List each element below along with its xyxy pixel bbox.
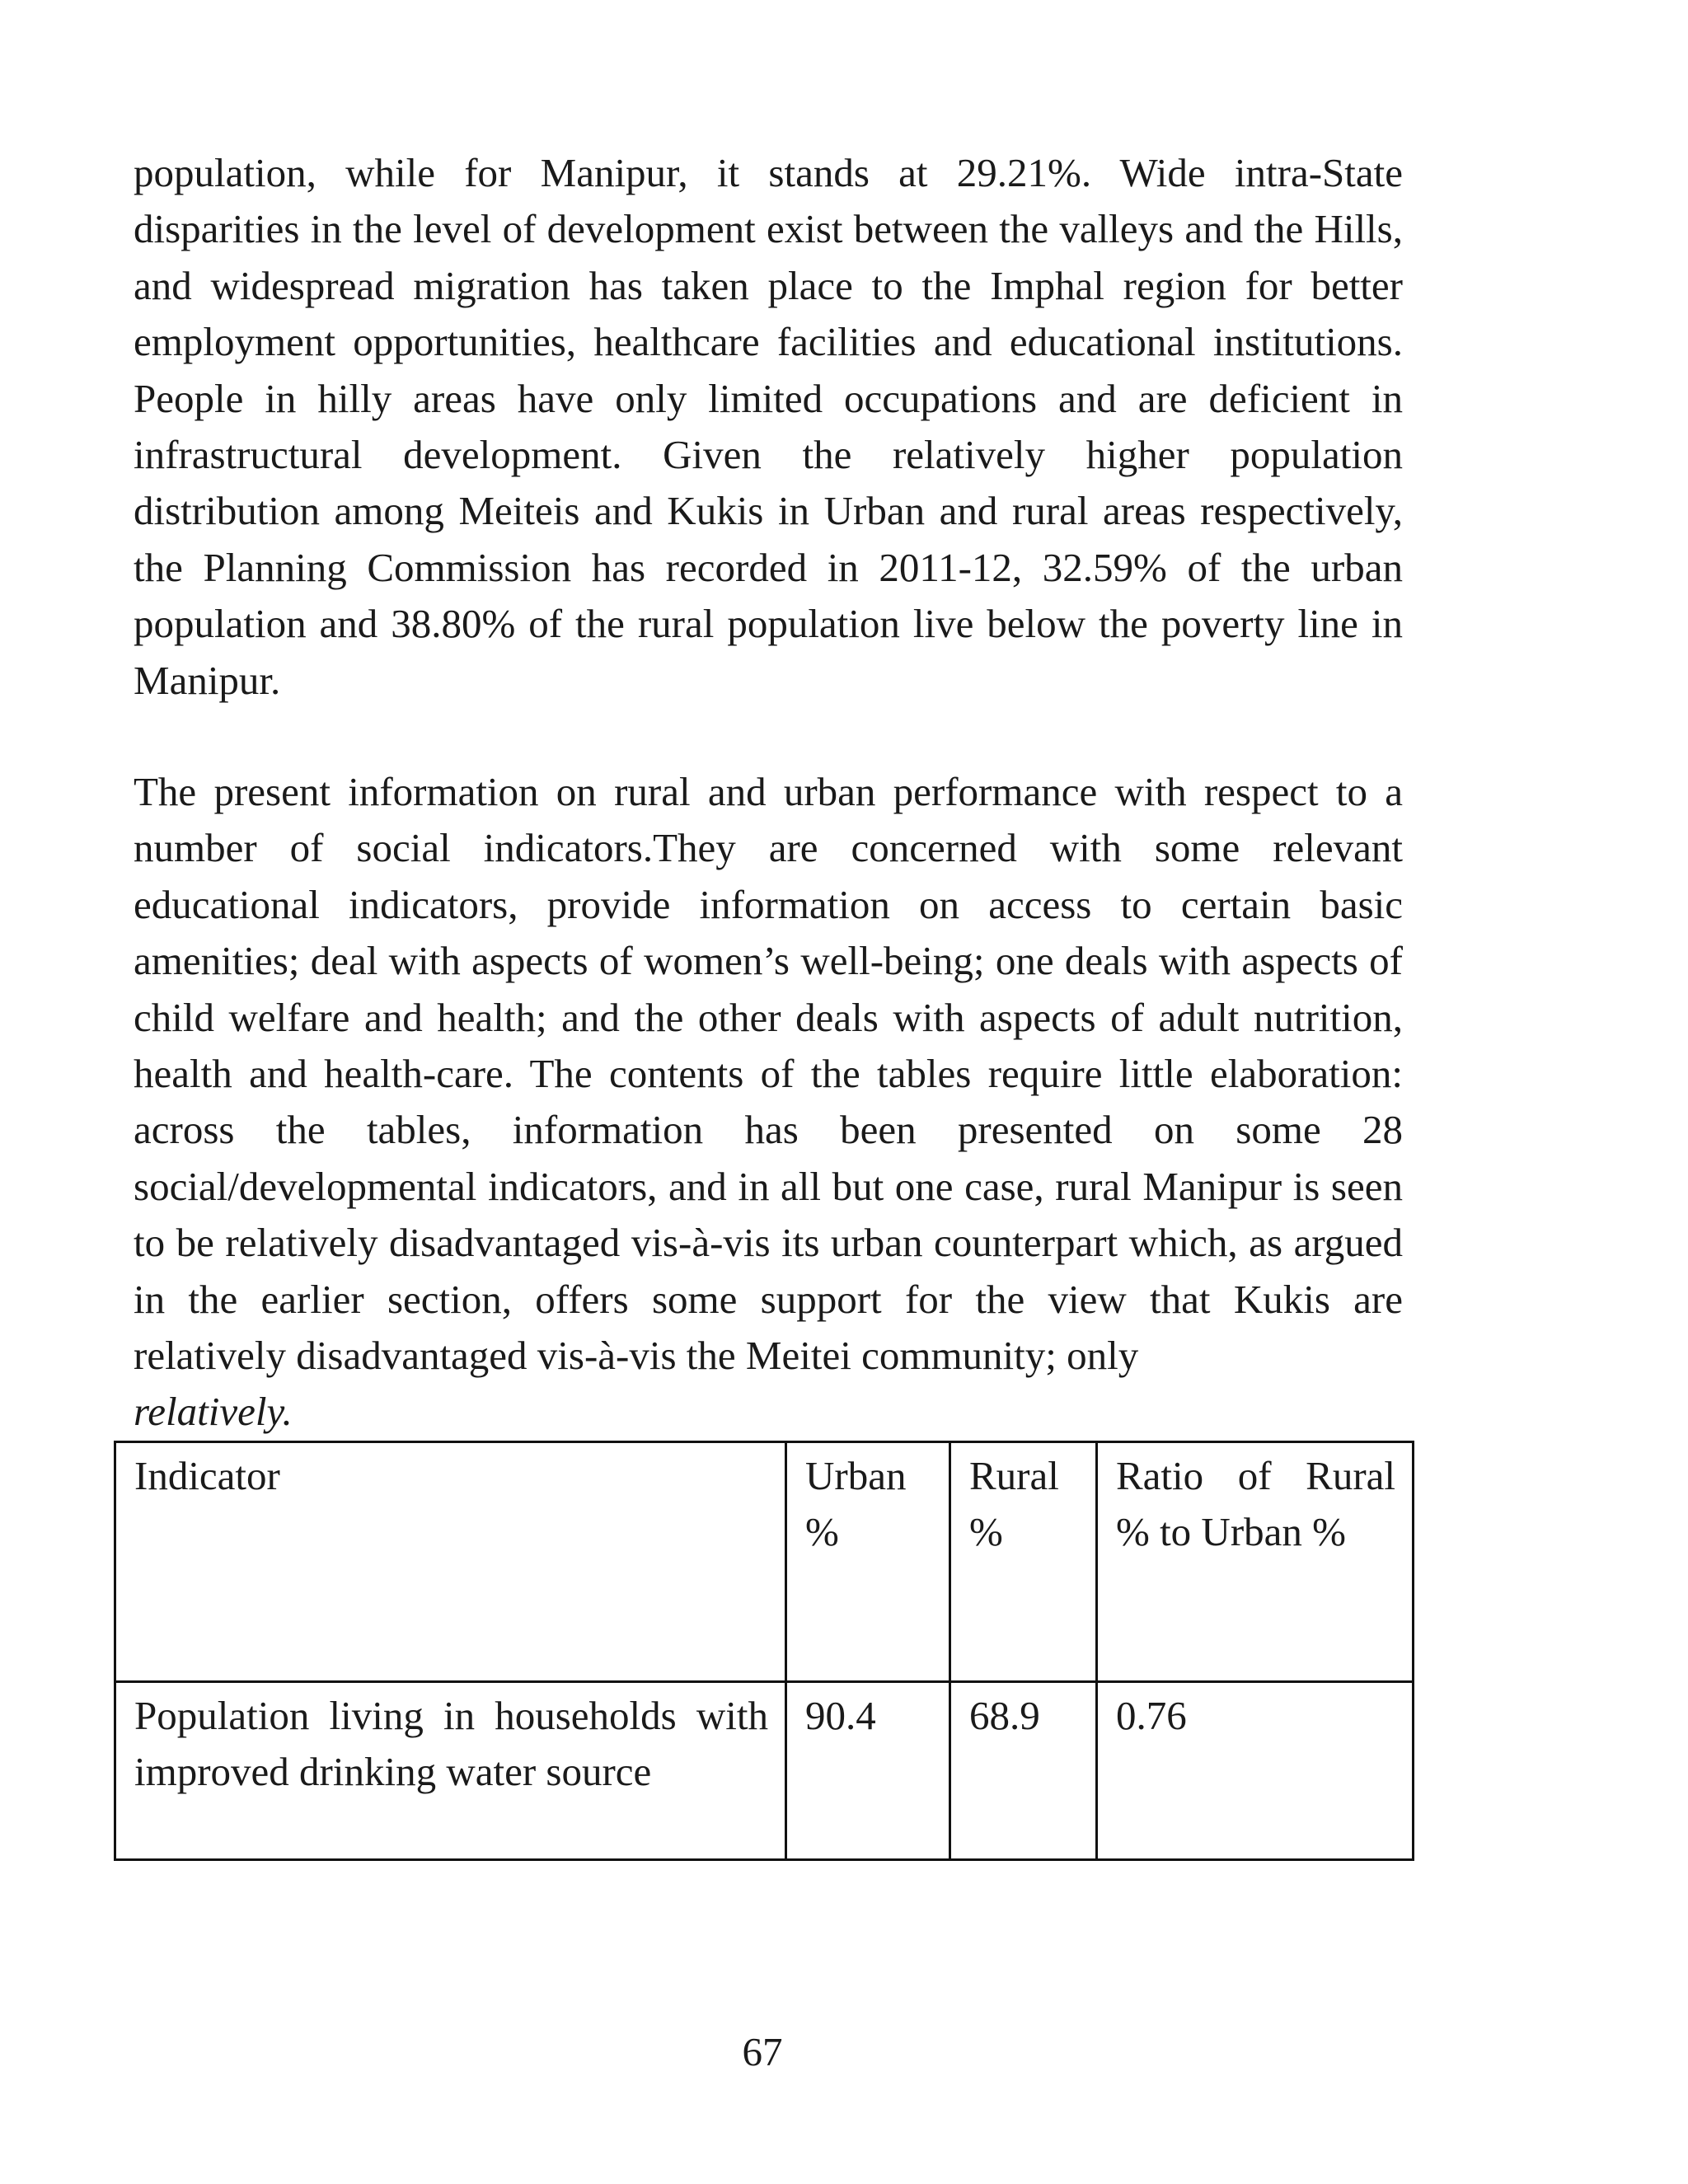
header-urban: [786, 1442, 950, 1682]
body-paragraph: population, while for Manipur, it stands at 29.21%. Wide intra-State disparities in the level of development exist between the valleys and the Hills, and widespread migration has taken place to the Imphal region for better employment opportunities, healthcare facilities and educational institutions. People in hilly areas have only limited occupations and are deficient in infrastructural development. Given the relatively higher population distribution among Meiteis and Kukis in Urban and rural areas respectively, the Planning Commission has recorded in 2011-12, 32.59% of the urban population and 38.80% of the rural population live below the poverty line in Manipur.: [134, 150, 1403, 703]
cell-ratio: 0.76: [1097, 1682, 1414, 1860]
body-paragraph: The present information on rural and urban performance with respect to a number of social indicators.They are concerned with some relevant educational indicators, provide information on access to certain basic amenities; deal with aspects of women’s well-being; one deals with aspects of child welfare and health; and the other deals with aspects of adult nutrition, health and health-care. The contents of the tables require little elaboration: across the tables, information has been presented on some 28 social/developmental indicators, and in all but one case, rural Manipur is seen to be relatively disadvantaged vis-à-vis its urban counterpart which, as argued in the earlier section, offers some support for the view that Kukis are relatively disadvantaged vis-à-vis the Meitei community; only: [134, 769, 1403, 1379]
page-number: 67: [742, 2029, 783, 2074]
table-row: [115, 1682, 1414, 1860]
header-urban-line-2: %: [805, 1509, 839, 1554]
cell-indicator: Population living in households with improved drinking water source: [115, 1682, 786, 1860]
header-indicator: Indicator: [115, 1442, 786, 1682]
header-urban-line-1: Urban: [805, 1453, 907, 1498]
header-ratio-line-2: % to Urban %: [1116, 1509, 1346, 1554]
cell-urban: 90.4: [786, 1682, 950, 1860]
table-header-row: [115, 1442, 1414, 1682]
header-rural: [950, 1442, 1097, 1682]
header-rural-line-1: Rural: [969, 1453, 1059, 1498]
header-ratio-line-1: Ratio of Rural: [1116, 1453, 1395, 1498]
cell-rural: 68.9: [950, 1682, 1097, 1860]
paragraph-tail-italic: relatively.: [134, 1389, 293, 1434]
header-ratio: [1097, 1442, 1414, 1682]
indicator-table: [114, 1441, 1414, 1861]
header-rural-line-2: %: [969, 1509, 1003, 1554]
